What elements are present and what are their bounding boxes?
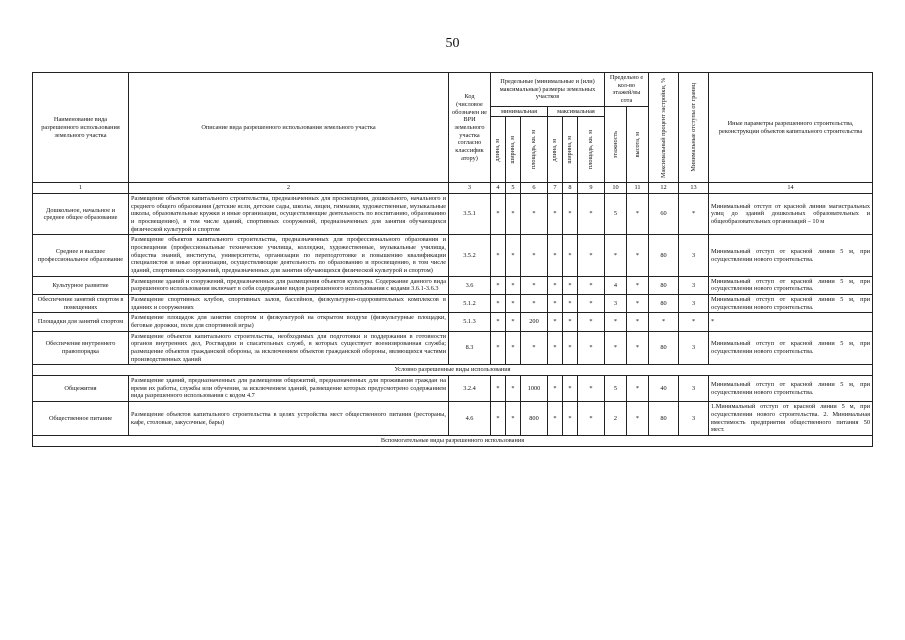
parameter-value-cell: *	[578, 235, 605, 276]
parameter-value-cell: 60	[649, 194, 679, 235]
parameter-value-cell: *	[578, 313, 605, 331]
parameter-value-cell: *	[521, 295, 548, 313]
parameter-value-cell: *	[491, 402, 506, 436]
col-number: 5	[506, 183, 521, 194]
table-row	[33, 313, 873, 331]
header-height: высота, м	[627, 106, 649, 183]
use-code-cell: 3.5.1	[449, 194, 491, 235]
header-max-percent: Максимальный процент застройки, %	[649, 73, 679, 183]
table-row	[33, 376, 873, 402]
parameter-value-cell: *	[627, 402, 649, 436]
use-code-cell: 3.6	[449, 276, 491, 294]
col-number: 10	[605, 183, 627, 194]
parameter-value-cell: *	[491, 276, 506, 294]
parameter-value-cell: *	[578, 331, 605, 365]
use-description-cell: Размещение объектов капитального строительства, предназначенных для профессионального образования и просвещения (профессиональные технические училища, колледжи, художественные, музыкальные училища, общества знаний, институты, университеты, организации по переподготовке и повышению квалификации специалистов и иные организации, осуществляющие деятельность по образованию и просвещению, в том числе зданий, спортивных сооружений, предназначенных для занятия обучающихся физической культурой и спортом)	[129, 235, 449, 276]
parameter-value-cell: 80	[649, 235, 679, 276]
parameter-value-cell: 2	[605, 402, 627, 436]
header-name: Наименование вида разрешенного использования земельного участка	[33, 73, 129, 183]
parameter-value-cell: *	[578, 276, 605, 294]
parameter-value-cell: 800	[521, 402, 548, 436]
table-row	[33, 295, 873, 313]
table-row	[33, 402, 873, 436]
parameter-value-cell: *	[521, 276, 548, 294]
parameter-value-cell: *	[506, 331, 521, 365]
parameter-value-cell: *	[627, 295, 649, 313]
use-name-cell: Общежития	[33, 376, 129, 402]
parameter-value-cell: 200	[521, 313, 548, 331]
parameter-value-cell: 4	[605, 276, 627, 294]
parameter-value-cell: 3	[679, 276, 709, 294]
parameter-value-cell: *	[491, 313, 506, 331]
other-params-cell: Минимальный отступ от красной линии 5 м, при осуществлении нового строительства.	[709, 235, 873, 276]
parameter-value-cell: *	[578, 376, 605, 402]
header-min-setback: Минимальные отступы от границ	[679, 73, 709, 183]
use-name-cell: Обеспечение внутреннего правопорядка	[33, 331, 129, 365]
parameter-value-cell: *	[563, 194, 578, 235]
parameter-value-cell: *	[679, 194, 709, 235]
parameter-value-cell: *	[563, 235, 578, 276]
parameter-value-cell: *	[491, 295, 506, 313]
table-row	[33, 331, 873, 365]
parameter-value-cell: *	[521, 235, 548, 276]
section-auxiliary-title: Вспомогательные виды разрешенного использования	[33, 435, 873, 446]
parameter-value-cell: *	[548, 376, 563, 402]
col-number: 11	[627, 183, 649, 194]
parameter-value-cell: *	[548, 313, 563, 331]
parameter-value-cell: 3	[679, 235, 709, 276]
section-row	[33, 365, 873, 376]
header-sizes: Предельные (минимальные и (или) максимальные) размеры земельных участков	[491, 73, 605, 107]
use-name-cell: Площадки для занятий спортом	[33, 313, 129, 331]
parameter-value-cell: *	[563, 313, 578, 331]
parameter-value-cell: *	[506, 276, 521, 294]
parameter-value-cell: *	[627, 235, 649, 276]
parameter-value-cell: *	[563, 331, 578, 365]
parameter-value-cell: 1000	[521, 376, 548, 402]
other-params-cell: Минимальный отступ от красной линии магистральных улиц до зданий дошкольных образовательных и общеобразовательных организаций – 10 м	[709, 194, 873, 235]
parameter-value-cell: *	[578, 402, 605, 436]
parameter-value-cell: *	[627, 313, 649, 331]
parameter-value-cell: *	[627, 331, 649, 365]
col-number: 2	[129, 183, 449, 194]
parameter-value-cell: *	[521, 194, 548, 235]
page-number: 50	[445, 36, 460, 51]
parameter-value-cell: *	[506, 194, 521, 235]
parameter-value-cell: 40	[649, 376, 679, 402]
col-number: 6	[521, 183, 548, 194]
parameter-value-cell: 80	[649, 276, 679, 294]
parameter-value-cell: *	[506, 235, 521, 276]
parameter-value-cell: 3	[679, 376, 709, 402]
use-name-cell: Среднее и высшее профессиональное образование	[33, 235, 129, 276]
use-code-cell: 5.1.2	[449, 295, 491, 313]
header-description: Описание вида разрешенного использования земельного участка	[129, 73, 449, 183]
parameter-value-cell: *	[679, 313, 709, 331]
parameter-value-cell: *	[491, 331, 506, 365]
parameter-value-cell: 3	[679, 295, 709, 313]
header-floors: Предельно е кол-во этажей/вы сота	[605, 73, 649, 107]
header-max-width: ширина, м	[563, 117, 578, 183]
use-code-cell: 8.3	[449, 331, 491, 365]
use-code-cell: 3.2.4	[449, 376, 491, 402]
parameter-value-cell: 80	[649, 402, 679, 436]
header-other-params: Иные параметры разрешенного строительства, реконструкции объектов капитального строительства	[709, 73, 873, 183]
use-description-cell: Размещение зданий, предназначенных для размещения общежитий, предназначенных для проживания граждан на время их работы, службы или обучения, за исключением зданий, размещение которых предусмотрено содержанием вида разрешенного использования с кодом 4.7	[129, 376, 449, 402]
zoning-table	[32, 72, 873, 447]
parameter-value-cell: *	[605, 331, 627, 365]
use-description-cell: Размещение объектов капитального строительства в целях устройства мест общественного питания (рестораны, кафе, столовые, закусочные, бары)	[129, 402, 449, 436]
parameter-value-cell: *	[563, 276, 578, 294]
table-row	[33, 276, 873, 294]
parameter-value-cell: *	[627, 276, 649, 294]
parameter-value-cell: *	[491, 376, 506, 402]
parameter-value-cell: 3	[679, 402, 709, 436]
other-params-cell: 1.Минимальный отступ от красной линии 5 м, при осуществлении нового строительства. 2. Минимальная вместимость предприятия общественного питания 50 мест.	[709, 402, 873, 436]
col-number: 12	[649, 183, 679, 194]
other-params-cell: Минимальный отступ от красной линии 5 м, при осуществлении нового строительства.	[709, 276, 873, 294]
use-name-cell: Обеспечение занятий спортом в помещениях	[33, 295, 129, 313]
parameter-value-cell: *	[548, 402, 563, 436]
header-min-width: ширина, м	[506, 117, 521, 183]
parameter-value-cell: *	[521, 331, 548, 365]
parameter-value-cell: *	[506, 295, 521, 313]
parameter-value-cell: *	[578, 295, 605, 313]
header-storeys: этажность	[605, 106, 627, 183]
parameter-value-cell: *	[506, 376, 521, 402]
col-number: 14	[709, 183, 873, 194]
parameter-value-cell: 80	[649, 295, 679, 313]
other-params-cell: Минимальный отступ от красной линии 5 м, при осуществлении нового строительства.	[709, 295, 873, 313]
use-description-cell: Размещение площадок для занятия спортом и физкультурой на открытом воздухе (физкультурные площадки, беговые дорожки, поля для спортивной игры)	[129, 313, 449, 331]
table-row	[33, 235, 873, 276]
parameter-value-cell: *	[548, 235, 563, 276]
header-min-length: длина, м	[491, 117, 506, 183]
parameter-value-cell: *	[605, 313, 627, 331]
header-max: максимальная	[548, 106, 605, 117]
parameter-value-cell: *	[548, 276, 563, 294]
other-params-cell: Минимальный отступ от красной линии 5 м, при осуществлении нового строительства.	[709, 331, 873, 365]
parameter-value-cell: *	[627, 376, 649, 402]
use-code-cell: 5.1.3	[449, 313, 491, 331]
col-number: 1	[33, 183, 129, 194]
use-name-cell: Общественное питание	[33, 402, 129, 436]
header-max-area: площадь, кв. м	[578, 117, 605, 183]
col-number: 8	[563, 183, 578, 194]
header-min: минимальная	[491, 106, 548, 117]
parameter-value-cell: *	[548, 194, 563, 235]
col-number: 13	[679, 183, 709, 194]
use-code-cell: 4.6	[449, 402, 491, 436]
header-min-area: площадь, кв. м	[521, 117, 548, 183]
use-description-cell: Размещение объектов капитального строительства, предназначенных для просвещения, дошкольного, начального и среднего общего образования (детские ясли, детские сады, школы, лицеи, гимназии, художественные, музыкальные школы, образовательные кружки и иные организации, осуществляющие деятельность по воспитанию, образованию и просвещению), в том числе зданий, спортивных сооружений, предназначенных для занятия обучающихся физической культурой и спортом	[129, 194, 449, 235]
table-row	[33, 194, 873, 235]
section-conditional-title: Условно разрешенные виды использования	[33, 365, 873, 376]
use-description-cell: Размещение спортивных клубов, спортивных залов, бассейнов, физкультурно-оздоровительных комплексов в зданиях и сооружениях	[129, 295, 449, 313]
use-description-cell: Размещение зданий и сооружений, предназначенных для размещения объектов культуры. Содержание данного вида разрешенного использования включает в себя содержание видов разрешенного использования с кодами 3.6.1-3.6.3	[129, 276, 449, 294]
col-number: 4	[491, 183, 506, 194]
parameter-value-cell: 3	[679, 331, 709, 365]
parameter-value-cell: *	[506, 402, 521, 436]
parameter-value-cell: 5	[605, 194, 627, 235]
parameter-value-cell: *	[548, 331, 563, 365]
use-name-cell: Культурное развитие	[33, 276, 129, 294]
parameter-value-cell: 5	[605, 376, 627, 402]
parameter-value-cell: 3	[605, 295, 627, 313]
col-number: 9	[578, 183, 605, 194]
parameter-value-cell: *	[491, 235, 506, 276]
section-row	[33, 435, 873, 446]
header-max-length: длина, м	[548, 117, 563, 183]
parameter-value-cell: *	[605, 235, 627, 276]
header-code: Код (числовое обозначен ие ВРИ земельного участка согласно классифик атору)	[449, 73, 491, 183]
use-code-cell: 3.5.2	[449, 235, 491, 276]
col-number: 3	[449, 183, 491, 194]
column-numbers-row	[33, 183, 873, 194]
use-name-cell: Дошкольное, начальное и среднее общее образование	[33, 194, 129, 235]
other-params-cell: Минимальный отступ от красной линии 5 м, при осуществлении нового строительства.	[709, 376, 873, 402]
other-params-cell: *	[709, 313, 873, 331]
parameter-value-cell: 80	[649, 331, 679, 365]
parameter-value-cell: *	[563, 402, 578, 436]
col-number: 7	[548, 183, 563, 194]
parameter-value-cell: *	[627, 194, 649, 235]
parameter-value-cell: *	[506, 313, 521, 331]
parameter-value-cell: *	[491, 194, 506, 235]
parameter-value-cell: *	[563, 295, 578, 313]
use-description-cell: Размещение объектов капитального строительства, необходимых для подготовки и поддержания в готовности органов внутренних дел, Росгвардии и спасательных служб, в которых существует военизированная служба; размещение объектов гражданской обороны, за исключением объектов гражданской обороны, являющихся частями производственных зданий	[129, 331, 449, 365]
parameter-value-cell: *	[563, 376, 578, 402]
parameter-value-cell: *	[548, 295, 563, 313]
parameter-value-cell: *	[578, 194, 605, 235]
parameter-value-cell: *	[649, 313, 679, 331]
